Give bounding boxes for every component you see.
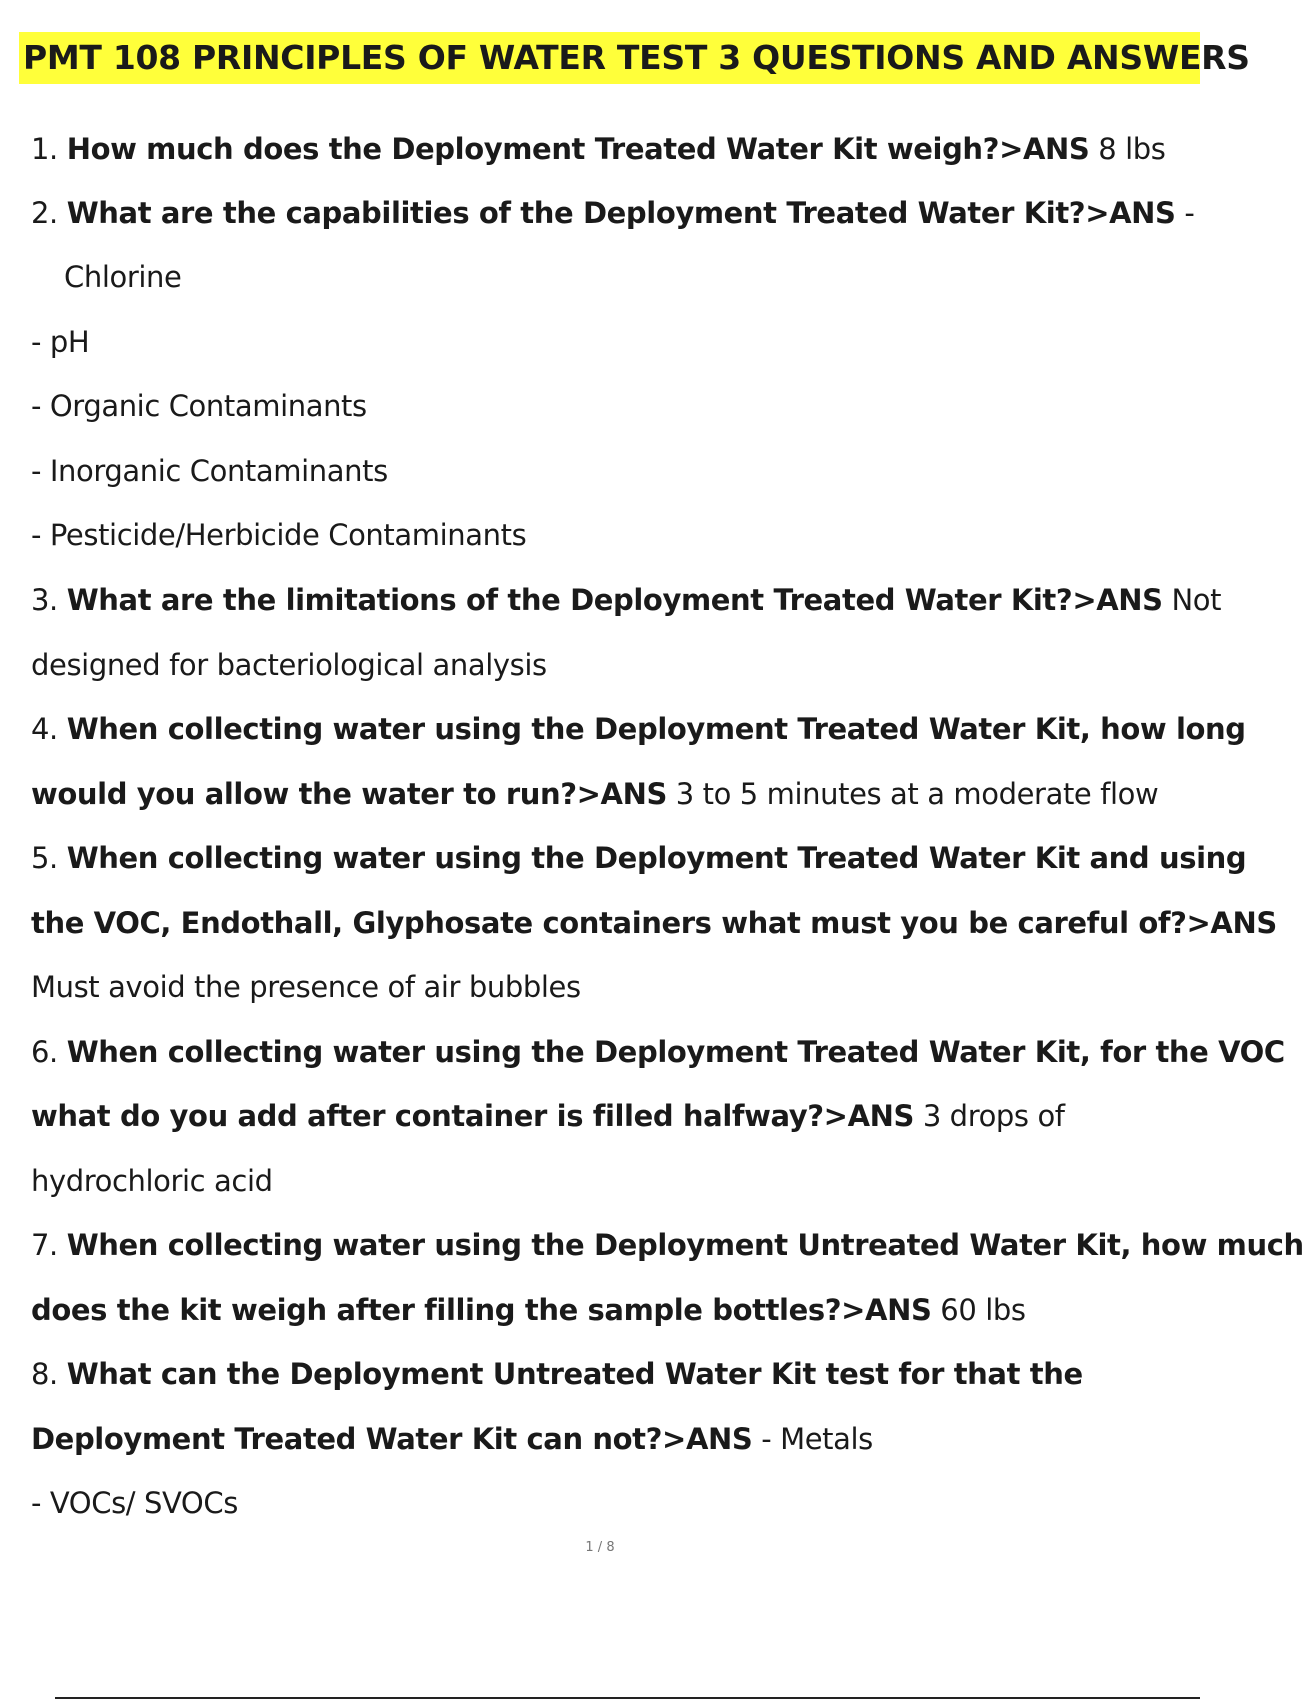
footer-divider — [55, 1697, 1200, 1699]
question-text: How much does the Deployment Treated Water Kit weigh?>ANS — [66, 132, 1090, 166]
answer-text: 3 to 5 minutes at a moderate flow — [675, 777, 1159, 811]
question-6-line-2 — [31, 1096, 1065, 1136]
answer-item: - Inorganic Contaminants — [31, 454, 388, 488]
question-continuation: Deployment Treated Water Kit can not?>ANS — [31, 1422, 753, 1456]
question-number: 4. — [31, 712, 58, 746]
question-number: 6. — [31, 1035, 58, 1069]
answer-text: 3 drops of — [922, 1099, 1065, 1133]
answer-item: - Organic Contaminants — [31, 389, 367, 423]
question-continuation: would you allow the water to run?>ANS — [31, 777, 667, 811]
question-continuation: what do you add after container is filled halfway?>ANS — [31, 1099, 914, 1133]
question-text: When collecting water using the Deployment Untreated Water Kit, how much — [66, 1228, 1304, 1262]
question-text: What are the limitations of the Deployment Treated Water Kit?>ANS — [66, 583, 1163, 617]
page-title: PMT 108 PRINCIPLES OF WATER TEST 3 QUESTIONS AND ANSWERS — [23, 38, 1250, 77]
answer-text: - — [1184, 196, 1195, 230]
answer-text: - Metals — [761, 1422, 873, 1456]
answer-continuation: hydrochloric acid — [31, 1164, 273, 1198]
question-number: 5. — [31, 841, 58, 875]
question-text: What can the Deployment Untreated Water Kit test for that the — [66, 1357, 1083, 1391]
answer-item: - Pesticide/Herbicide Contaminants — [31, 518, 527, 552]
question-3-line — [31, 580, 1221, 620]
question-6-line — [31, 1032, 1285, 1072]
question-continuation: does the kit weigh after filling the sample bottles?>ANS — [31, 1293, 932, 1327]
question-continuation: the VOC, Endothall, Glyphosate containers what must you be careful of?>ANS — [31, 906, 1277, 940]
question-1-line — [31, 129, 1165, 169]
question-7-line — [31, 1225, 1304, 1265]
answer-item: Chlorine — [64, 260, 182, 294]
question-number: 3. — [31, 583, 58, 617]
question-number: 7. — [31, 1228, 58, 1262]
question-4-line — [31, 709, 1246, 749]
question-5-line — [31, 838, 1246, 878]
question-text: What are the capabilities of the Deployment Treated Water Kit?>ANS — [66, 196, 1176, 230]
question-8-line — [31, 1354, 1083, 1394]
answer-item: - VOCs/ SVOCs — [31, 1486, 238, 1520]
question-8-line-2 — [31, 1419, 873, 1459]
answer-text: 8 lbs — [1098, 132, 1166, 166]
title-banner — [19, 32, 1250, 84]
question-text: When collecting water using the Deployment Treated Water Kit, how long — [66, 712, 1246, 746]
answer-text: Not — [1171, 583, 1222, 617]
answer-text: Must avoid the presence of air bubbles — [31, 970, 581, 1004]
question-number: 8. — [31, 1357, 58, 1391]
question-4-line-2 — [31, 774, 1158, 814]
question-text: When collecting water using the Deployment Treated Water Kit and using — [66, 841, 1247, 875]
answer-text: 60 lbs — [940, 1293, 1026, 1327]
question-text: When collecting water using the Deployment Treated Water Kit, for the VOC — [66, 1035, 1285, 1069]
answer-item: - pH — [31, 325, 90, 359]
question-number: 2. — [31, 196, 58, 230]
question-number: 1. — [31, 132, 58, 166]
page-number: 1 / 8 — [585, 1540, 615, 1555]
question-2-line — [31, 193, 1194, 233]
answer-continuation: designed for bacteriological analysis — [31, 648, 547, 682]
question-7-line-2 — [31, 1290, 1026, 1330]
